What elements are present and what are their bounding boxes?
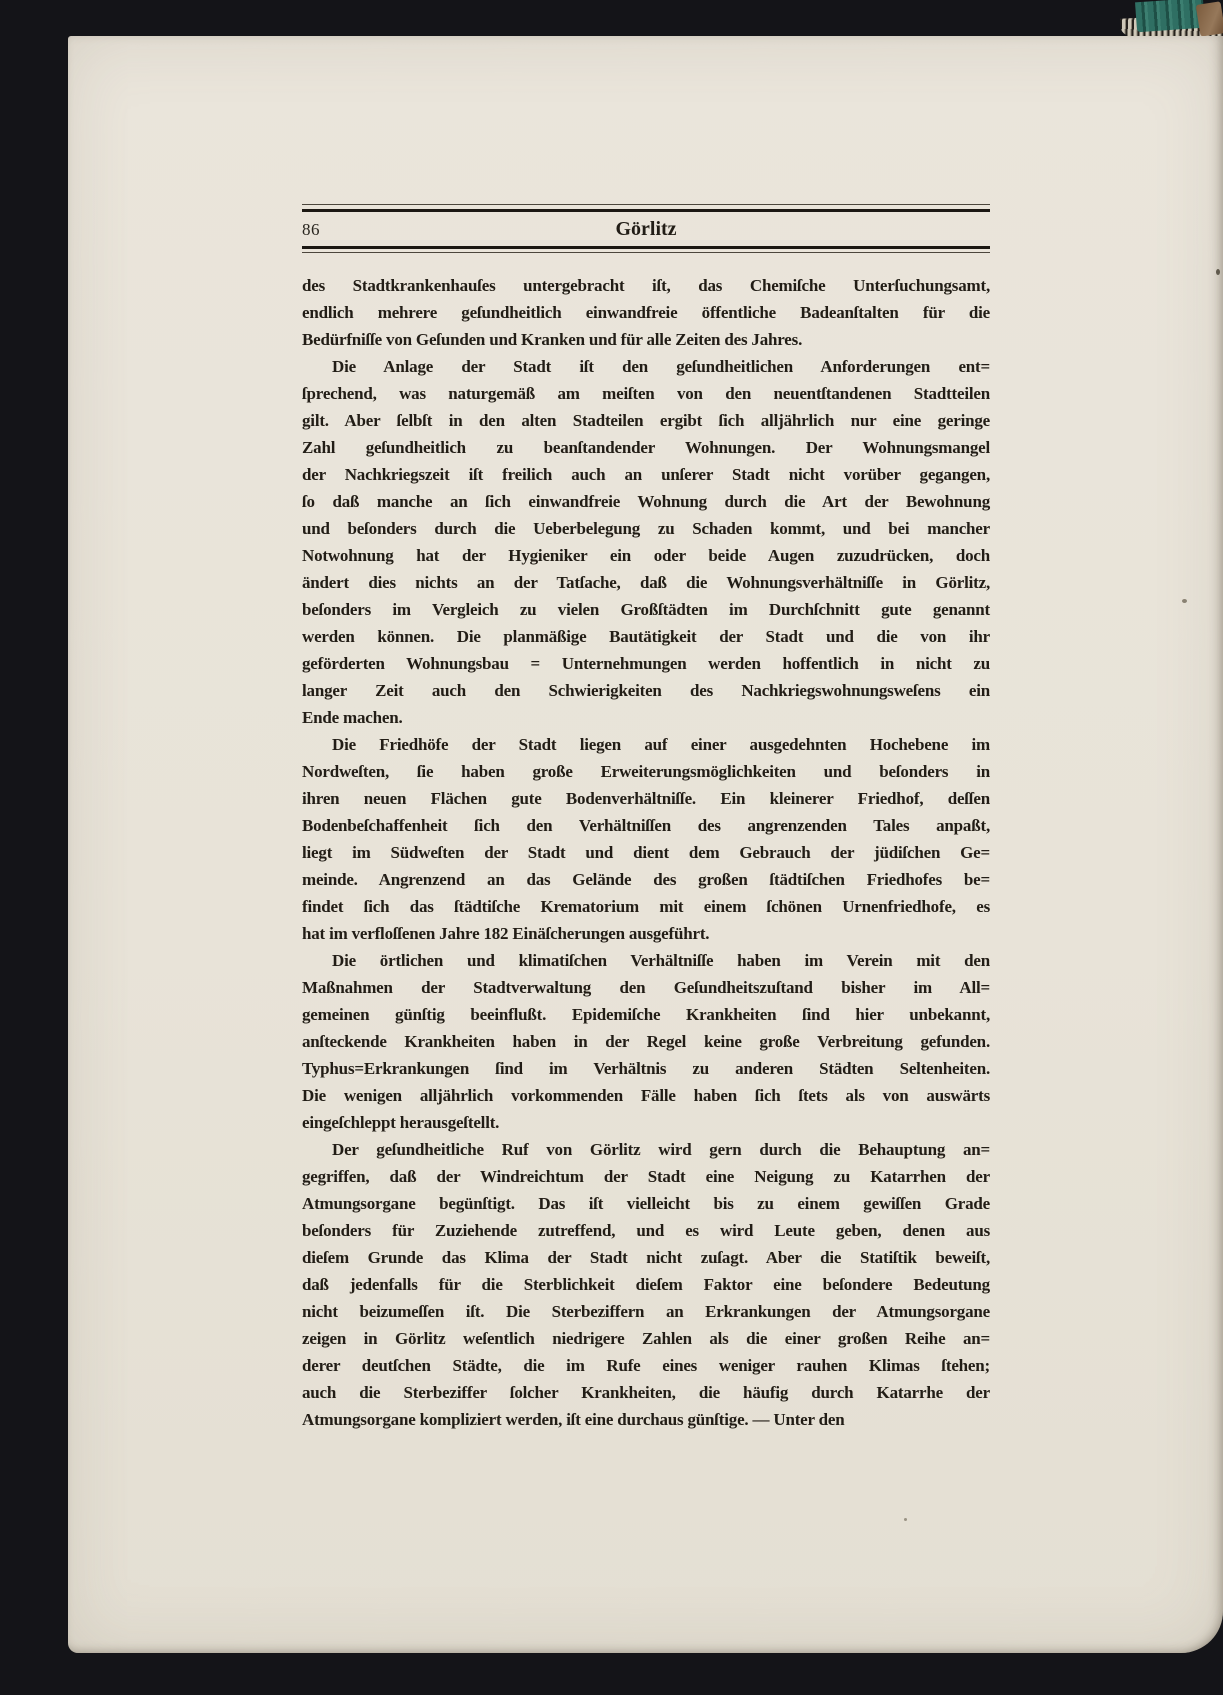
- text-line: Ende machen.: [302, 708, 403, 727]
- text-line: endlich mehrere geſundheitlich einwandfreie öffentliche Badeanſtalten für die: [302, 303, 990, 322]
- text-line: anſteckende Krankheiten haben in der Regel keine große Verbreitung gefunden.: [302, 1032, 990, 1051]
- running-title: Görlitz: [615, 218, 677, 240]
- text-line: des Stadtkrankenhauſes untergebracht iſt, das Chemiſche Unterſuchungsamt,: [302, 276, 990, 295]
- text-line: Typhus=Erkrankungen ſind im Verhältnis zu anderen Städten Seltenheiten.: [302, 1059, 990, 1078]
- text-line: gilt. Aber ſelbſt in den alten Stadteilen ergibt ſich alljährlich nur eine geringe: [302, 411, 990, 430]
- text-line: Der geſundheitliche Ruf von Görlitz wird gern durch die Behauptung an=: [332, 1140, 990, 1159]
- text-line: ändert dies nichts an der Tatſache, daß die Wohnungsverhältniſſe in Görlitz,: [302, 573, 990, 592]
- text-line: Die Anlage der Stadt iſt den geſundheitlichen Anforderungen ent=: [332, 357, 990, 376]
- text-line: derer deutſchen Städte, die im Rufe eines weniger rauhen Klimas ſtehen;: [302, 1356, 990, 1375]
- dust-speck: [1216, 269, 1220, 275]
- text-line: Notwohnung hat der Hygieniker ein oder beide Augen zuzudrücken, doch: [302, 546, 990, 565]
- text-line: ſo daß manche an ſich einwandfreie Wohnung durch die Art der Bewohnung: [302, 492, 990, 511]
- text-line: Zahl geſundheitlich zu beanſtandender Wohnungen. Der Wohnungsmangel: [302, 438, 990, 457]
- text-line: ſprechend, was naturgemäß am meiſten von den neuentſtandenen Stadtteilen: [302, 384, 990, 403]
- book-headband: [1135, 0, 1205, 32]
- text-line: Die Friedhöfe der Stadt liegen auf einer ausgedehnten Hochebene im: [332, 735, 990, 754]
- page-number: 86: [302, 220, 320, 239]
- text-line: findet ſich das ſtädtiſche Krematorium mit einem ſchönen Urnenfriedhofe, es: [302, 897, 990, 916]
- text-line: werden können. Die planmäßige Bautätigkeit der Stadt und die von ihr: [302, 627, 990, 646]
- text-line: meinde. Angrenzend an das Gelände des großen ſtädtiſchen Friedhofes be=: [302, 870, 990, 889]
- text-line: Maßnahmen der Stadtverwaltung den Geſundheitszuſtand bisher im All=: [302, 978, 990, 997]
- body-text: [302, 272, 990, 1433]
- text-line: nicht beizumeſſen iſt. Die Sterbeziffern an Erkrankungen der Atmungsorgane: [302, 1302, 990, 1321]
- text-line: liegt im Südweſten der Stadt und dient dem Gebrauch der jüdiſchen Ge=: [302, 843, 990, 862]
- text-line: gegriffen, daß der Windreichtum der Stadt eine Neigung zu Katarrhen der: [302, 1167, 990, 1186]
- text-line: Bodenbeſchaffenheit ſich den Verhältniſſen des angrenzenden Tales anpaßt,: [302, 816, 990, 835]
- text-line: der Nachkriegszeit iſt freilich auch an unſerer Stadt nicht vorüber gegangen,: [302, 465, 990, 484]
- text-line: Atmungsorgane kompliziert werden, iſt eine durchaus günſtige. — Unter den: [302, 1410, 845, 1429]
- header-rule-top-thin: [302, 204, 990, 205]
- text-line: Die örtlichen und klimatiſchen Verhältniſſe haben im Verein mit den: [332, 951, 990, 970]
- page-header: [302, 218, 990, 244]
- text-line: gemeinen günſtig beeinflußt. Epidemiſche Krankheiten ſind hier unbekannt,: [302, 1005, 990, 1024]
- text-line: zeigen in Görlitz weſentlich niedrigere Zahlen als die einer großen Reihe an=: [302, 1329, 990, 1348]
- text-line: Bedürfniſſe von Geſunden und Kranken und für alle Zeiten des Jahres.: [302, 330, 803, 349]
- text-line: dieſem Grunde das Klima der Stadt nicht zuſagt. Aber die Statiſtik beweiſt,: [302, 1248, 990, 1267]
- text-line: geförderten Wohnungsbau = Unternehmungen werden hoffentlich in nicht zu: [302, 654, 990, 673]
- text-line: Die wenigen alljährlich vorkommenden Fälle haben ſich ſtets als von auswärts: [302, 1086, 990, 1105]
- header-rule-top-thick: [302, 209, 990, 212]
- text-line: beſonders für Zuziehende zutreffend, und es wird Leute geben, denen aus: [302, 1221, 990, 1240]
- text-line: auch die Sterbeziffer ſolcher Krankheiten, die häufig durch Katarrhe der: [302, 1383, 990, 1402]
- text-line: Atmungsorgane begünſtigt. Das iſt vielleicht bis zu einem gewiſſen Grade: [302, 1194, 990, 1213]
- scanned-page: [68, 36, 1223, 1653]
- text-line: eingeſchleppt herausgeſtellt.: [302, 1113, 500, 1132]
- text-line: beſonders im Vergleich zu vielen Großſtädten im Durchſchnitt gute genannt: [302, 600, 990, 619]
- text-line: Nordweſten, ſie haben große Erweiterungsmöglichkeiten und beſonders in: [302, 762, 990, 781]
- text-line: und beſonders durch die Ueberbelegung zu Schaden kommt, und bei mancher: [302, 519, 990, 538]
- text-line: langer Zeit auch den Schwierigkeiten des Nachkriegswohnungsweſens ein: [302, 681, 990, 700]
- text-line: daß jedenfalls für die Sterblichkeit dieſem Faktor eine beſondere Bedeutung: [302, 1275, 990, 1294]
- book-headband-end: [1196, 1, 1223, 37]
- dust-speck: [904, 1518, 907, 1521]
- text-line: hat im verfloſſenen Jahre 182 Einäſcherungen ausgeführt.: [302, 924, 710, 943]
- header-rule-bottom-thin: [302, 252, 990, 253]
- header-rule-bottom-thick: [302, 246, 990, 249]
- dust-speck: [1182, 599, 1187, 603]
- text-line: ihren neuen Flächen gute Bodenverhältniſſe. Ein kleinerer Friedhof, deſſen: [302, 789, 990, 808]
